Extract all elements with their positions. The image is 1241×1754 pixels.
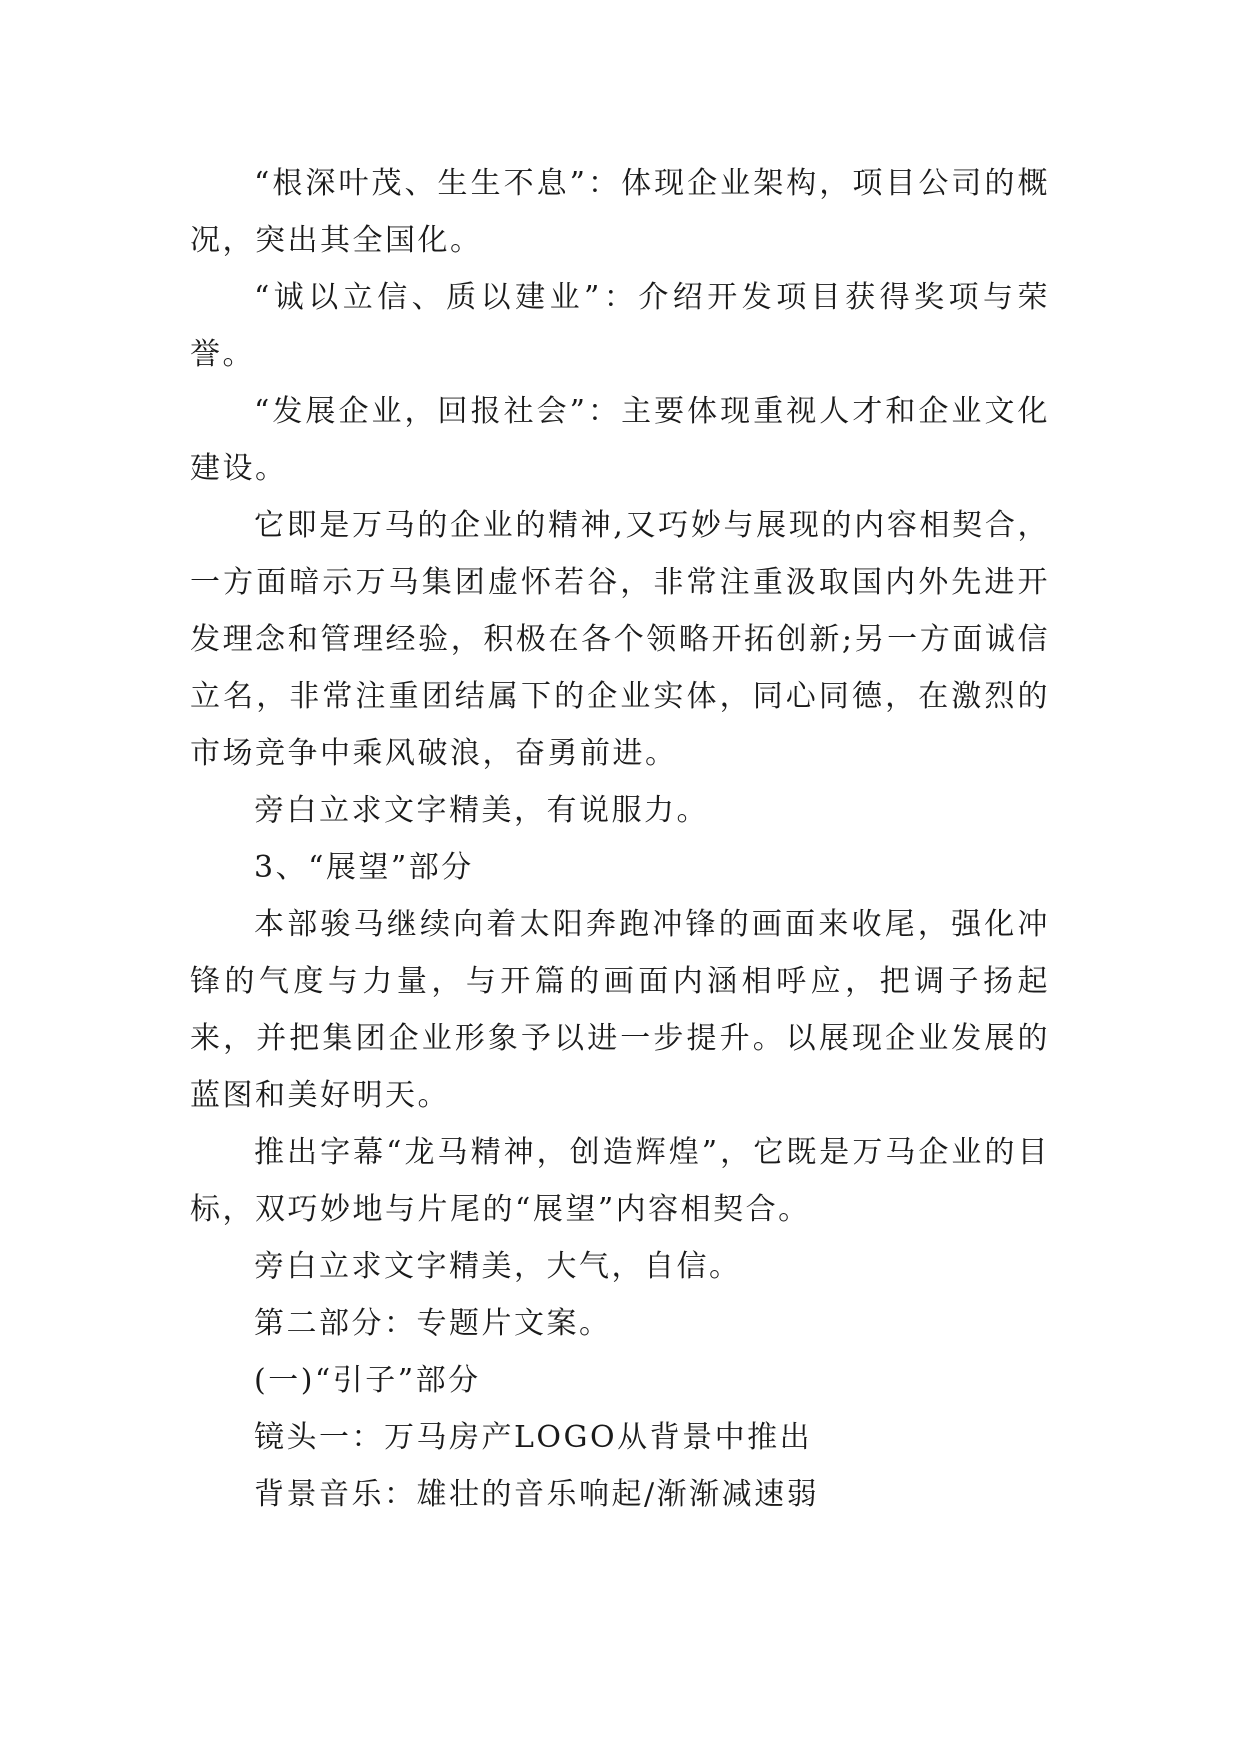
paragraph-caption-note: 推出字幕“龙马精神，创造辉煌”，它既是万马企业的目标，双巧妙地与片尾的“展望”内容相契合。 <box>190 1135 1050 1227</box>
section-heading-outlook: 3、“展望”部分 <box>254 850 474 885</box>
document-body <box>190 155 1050 1523</box>
paragraph-enterprise-spirit: 它即是万马的企业的精神,又巧妙与展现的内容相契合，一方面暗示万马集团虚怀若谷，非常注重汲取国内外先进开发理念和管理经验，积极在各个领略开拓创新;另一方面诚信立名，非常注重团结属下的企业实体，同心同德，在激烈的市场竞争中乘风破浪，奋勇前进。 <box>190 508 1050 771</box>
paragraph-outlook-description: 本部骏马继续向着太阳奔跑冲锋的画面来收尾，强化冲锋的气度与力量，与开篇的画面内涵相呼应，把调子扬起来，并把集团企业形象予以进一步提升。以展现企业发展的蓝图和美好明天。 <box>190 907 1050 1113</box>
paragraph-shot-one: 镜头一：万马房产LOGO从背景中推出 <box>254 1420 813 1455</box>
paragraph-integrity-subtitle: “诚以立信、质以建业”：介绍开发项目获得奖项与荣誉。 <box>190 280 1050 372</box>
paragraph-root-subtitle: “根深叶茂、生生不息”：体现企业架构，项目公司的概况，突出其全国化。 <box>190 166 1050 258</box>
section-heading-part-two: 第二部分：专题片文案。 <box>254 1306 612 1341</box>
paragraph-background-music: 背景音乐：雄壮的音乐响起/渐渐减速弱 <box>254 1477 820 1512</box>
paragraph-narration-note: 旁白立求文字精美，有说服力。 <box>254 793 709 828</box>
section-heading-intro: (一)“引子”部分 <box>254 1363 481 1398</box>
paragraph-narration-note-2: 旁白立求文字精美，大气，自信。 <box>254 1249 742 1284</box>
paragraph-develop-subtitle: “发展企业，回报社会”：主要体现重视人才和企业文化建设。 <box>190 394 1050 486</box>
